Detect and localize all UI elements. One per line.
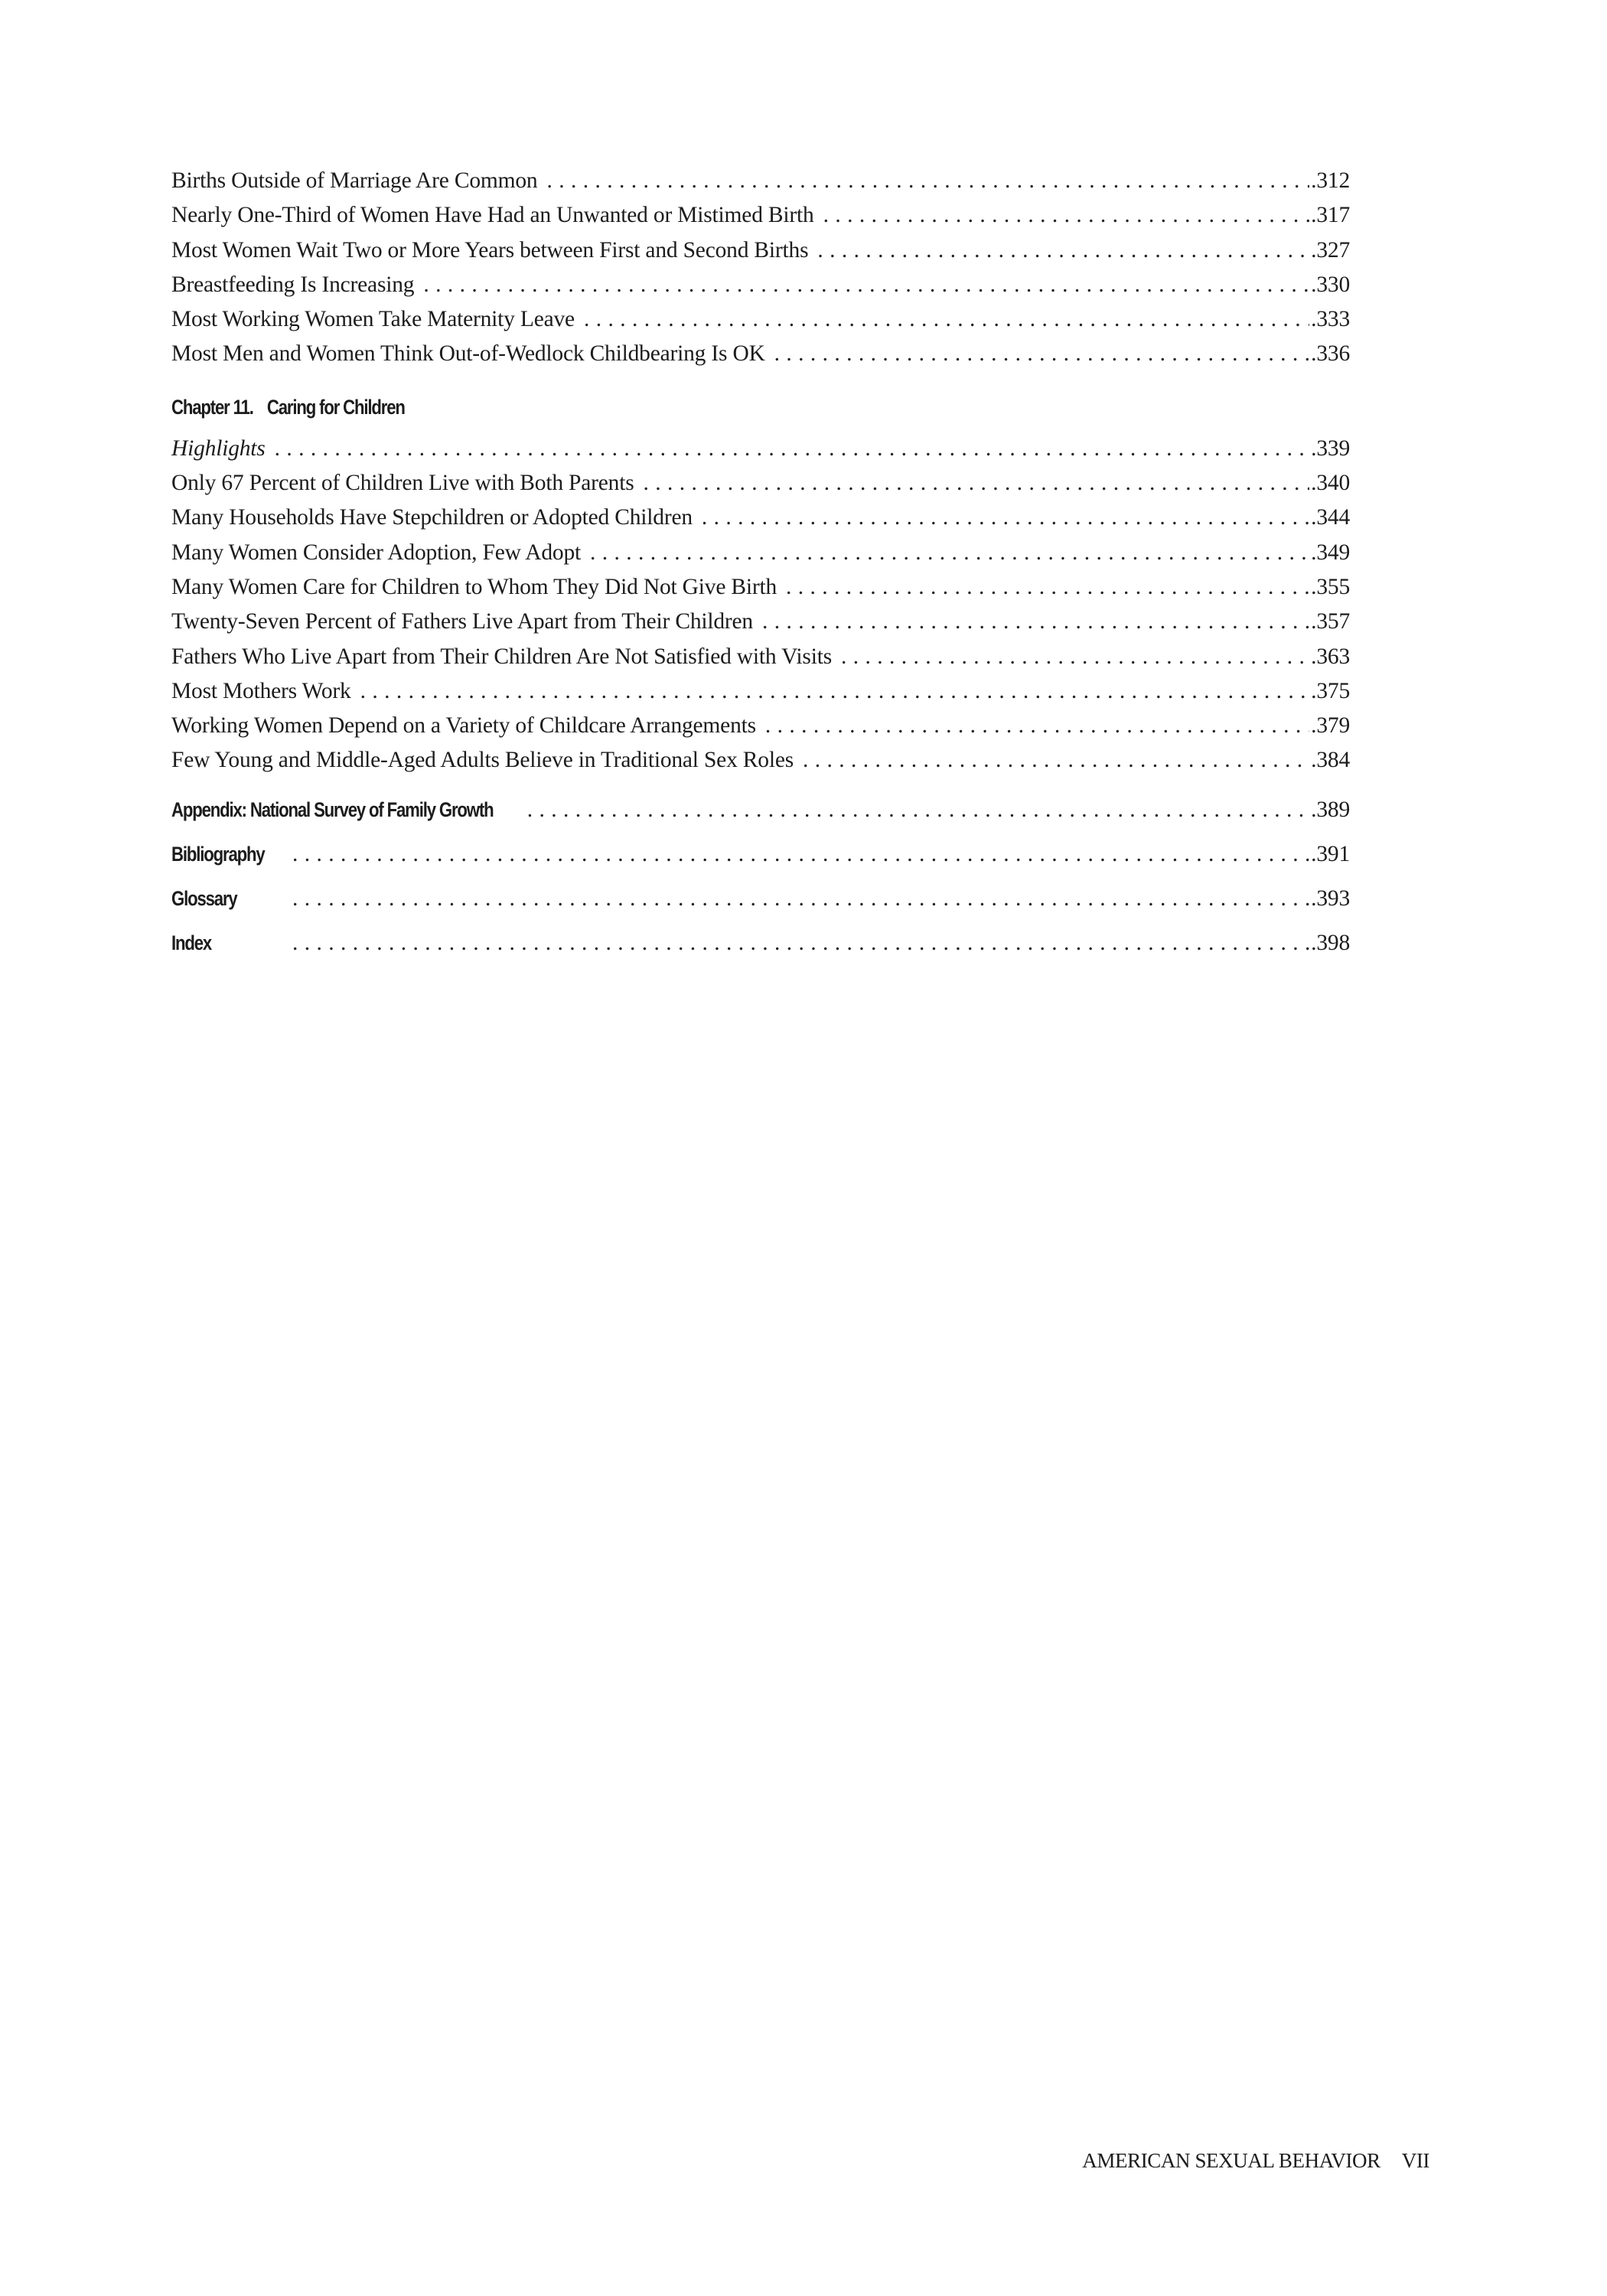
back-matter-entry[interactable]: [171, 921, 1350, 965]
toc-entry[interactable]: [171, 302, 1350, 337]
toc-entry-title: Many Women Care for Children to Whom They Did Not Give Birth: [171, 574, 777, 599]
dot-leader: [841, 640, 1309, 674]
toc-entry-title: Most Working Women Take Maternity Leave: [171, 307, 575, 332]
section-entries: [171, 164, 1350, 372]
dot-leader: [527, 788, 1309, 832]
dot-leader: [644, 466, 1310, 501]
chapter-entries: [171, 432, 1350, 778]
dot-leader: [546, 164, 1309, 198]
dot-leader: [292, 876, 1309, 921]
toc-entry[interactable]: [171, 432, 1350, 466]
toc-entry[interactable]: [171, 536, 1350, 570]
back-matter-entry[interactable]: [171, 788, 1350, 832]
table-of-contents: [171, 164, 1350, 965]
chapter-number: Chapter 11.: [171, 395, 253, 419]
toc-entry-title: Many Women Consider Adoption, Few Adopt: [171, 540, 582, 565]
dot-leader: [762, 605, 1309, 639]
back-matter-page: .391: [1311, 841, 1350, 866]
toc-entry-title: Working Women Depend on a Variety of Childcare Arrangements: [171, 713, 756, 739]
back-matter-title: Index: [171, 931, 212, 954]
dot-leader: [423, 268, 1309, 302]
toc-entry-title: Most Women Wait Two or More Years between First and Second Births: [171, 237, 809, 263]
toc-entry-page: .384: [1311, 748, 1350, 773]
toc-entry-title: Breastfeeding Is Increasing: [171, 272, 415, 297]
dot-leader: [360, 674, 1310, 709]
dot-leader: [590, 536, 1309, 570]
toc-entry[interactable]: [171, 709, 1350, 743]
toc-entry-page: .349: [1311, 540, 1350, 565]
toc-entry-page: .355: [1311, 574, 1350, 599]
page-number: VII: [1401, 2149, 1429, 2172]
toc-entry-page: .327: [1311, 237, 1350, 263]
toc-entry[interactable]: [171, 570, 1350, 605]
toc-entry-title: Many Households Have Stepchildren or Adopted Children: [171, 505, 693, 530]
toc-entry-page: .336: [1311, 341, 1350, 367]
toc-entry-title: Most Men and Women Think Out-of-Wedlock Childbearing Is OK: [171, 341, 765, 367]
back-matter-page: .398: [1311, 930, 1350, 955]
toc-entry[interactable]: [171, 466, 1350, 501]
dot-leader: [292, 921, 1309, 965]
toc-entry-title: Nearly One-Third of Women Have Had an Unwanted or Mistimed Birth: [171, 203, 814, 228]
dot-leader: [702, 501, 1309, 535]
back-matter: [171, 788, 1350, 965]
toc-entry-title: Highlights: [171, 435, 266, 461]
toc-entry-title: Fathers Who Live Apart from Their Children Are Not Satisfied with Visits: [171, 644, 832, 669]
dot-leader: [803, 743, 1309, 778]
toc-entry-page: .339: [1311, 435, 1350, 461]
toc-entry[interactable]: [171, 164, 1350, 198]
toc-entry-page: .330: [1311, 272, 1350, 297]
back-matter-entry[interactable]: [171, 832, 1350, 876]
toc-entry-page: .375: [1311, 678, 1350, 703]
page-footer: [1082, 2149, 1429, 2173]
back-matter-title: Bibliography: [171, 842, 265, 866]
toc-entry-page: .357: [1311, 609, 1350, 634]
toc-entry-page: .379: [1311, 713, 1350, 739]
back-matter-title: Appendix: National Survey of Family Growth: [171, 797, 494, 821]
toc-entry[interactable]: [171, 268, 1350, 302]
running-footer-title: AMERICAN SEXUAL BEHAVIOR: [1082, 2149, 1380, 2172]
toc-entry-page: .344: [1311, 505, 1350, 530]
chapter-title: Caring for Children: [266, 395, 405, 419]
toc-entry[interactable]: [171, 743, 1350, 778]
toc-entry-title: Births Outside of Marriage Are Common: [171, 168, 538, 193]
dot-leader: [774, 337, 1310, 371]
back-matter-entry[interactable]: [171, 876, 1350, 921]
toc-entry-page: .363: [1311, 644, 1350, 669]
back-matter-page: .393: [1311, 885, 1350, 911]
toc-entry-title: Only 67 Percent of Children Live with Both Parents: [171, 471, 634, 496]
toc-entry-title: Few Young and Middle-Aged Adults Believe in Traditional Sex Roles: [171, 748, 794, 773]
toc-entry[interactable]: [171, 605, 1350, 639]
dot-leader: [786, 570, 1309, 605]
toc-entry-page: .340: [1311, 471, 1350, 496]
toc-entry[interactable]: [171, 233, 1350, 268]
toc-entry[interactable]: [171, 501, 1350, 535]
toc-entry[interactable]: [171, 640, 1350, 674]
dot-leader: [823, 198, 1310, 233]
toc-entry-page: .312: [1311, 168, 1350, 193]
toc-entry[interactable]: [171, 337, 1350, 371]
back-matter-title: Glossary: [171, 886, 237, 910]
back-matter-page: .389: [1311, 797, 1350, 822]
toc-entry[interactable]: [171, 674, 1350, 709]
toc-entry-page: .333: [1311, 307, 1350, 332]
toc-entry-title: Most Mothers Work: [171, 678, 351, 703]
chapter-heading[interactable]: [171, 389, 1138, 426]
toc-entry-page: .317: [1311, 203, 1350, 228]
dot-leader: [292, 832, 1309, 876]
toc-entry[interactable]: [171, 198, 1350, 233]
toc-entry-title: Twenty-Seven Percent of Fathers Live Apart from Their Children: [171, 609, 753, 634]
dot-leader: [275, 432, 1310, 466]
dot-leader: [817, 233, 1309, 268]
dot-leader: [584, 302, 1309, 337]
dot-leader: [765, 709, 1309, 743]
